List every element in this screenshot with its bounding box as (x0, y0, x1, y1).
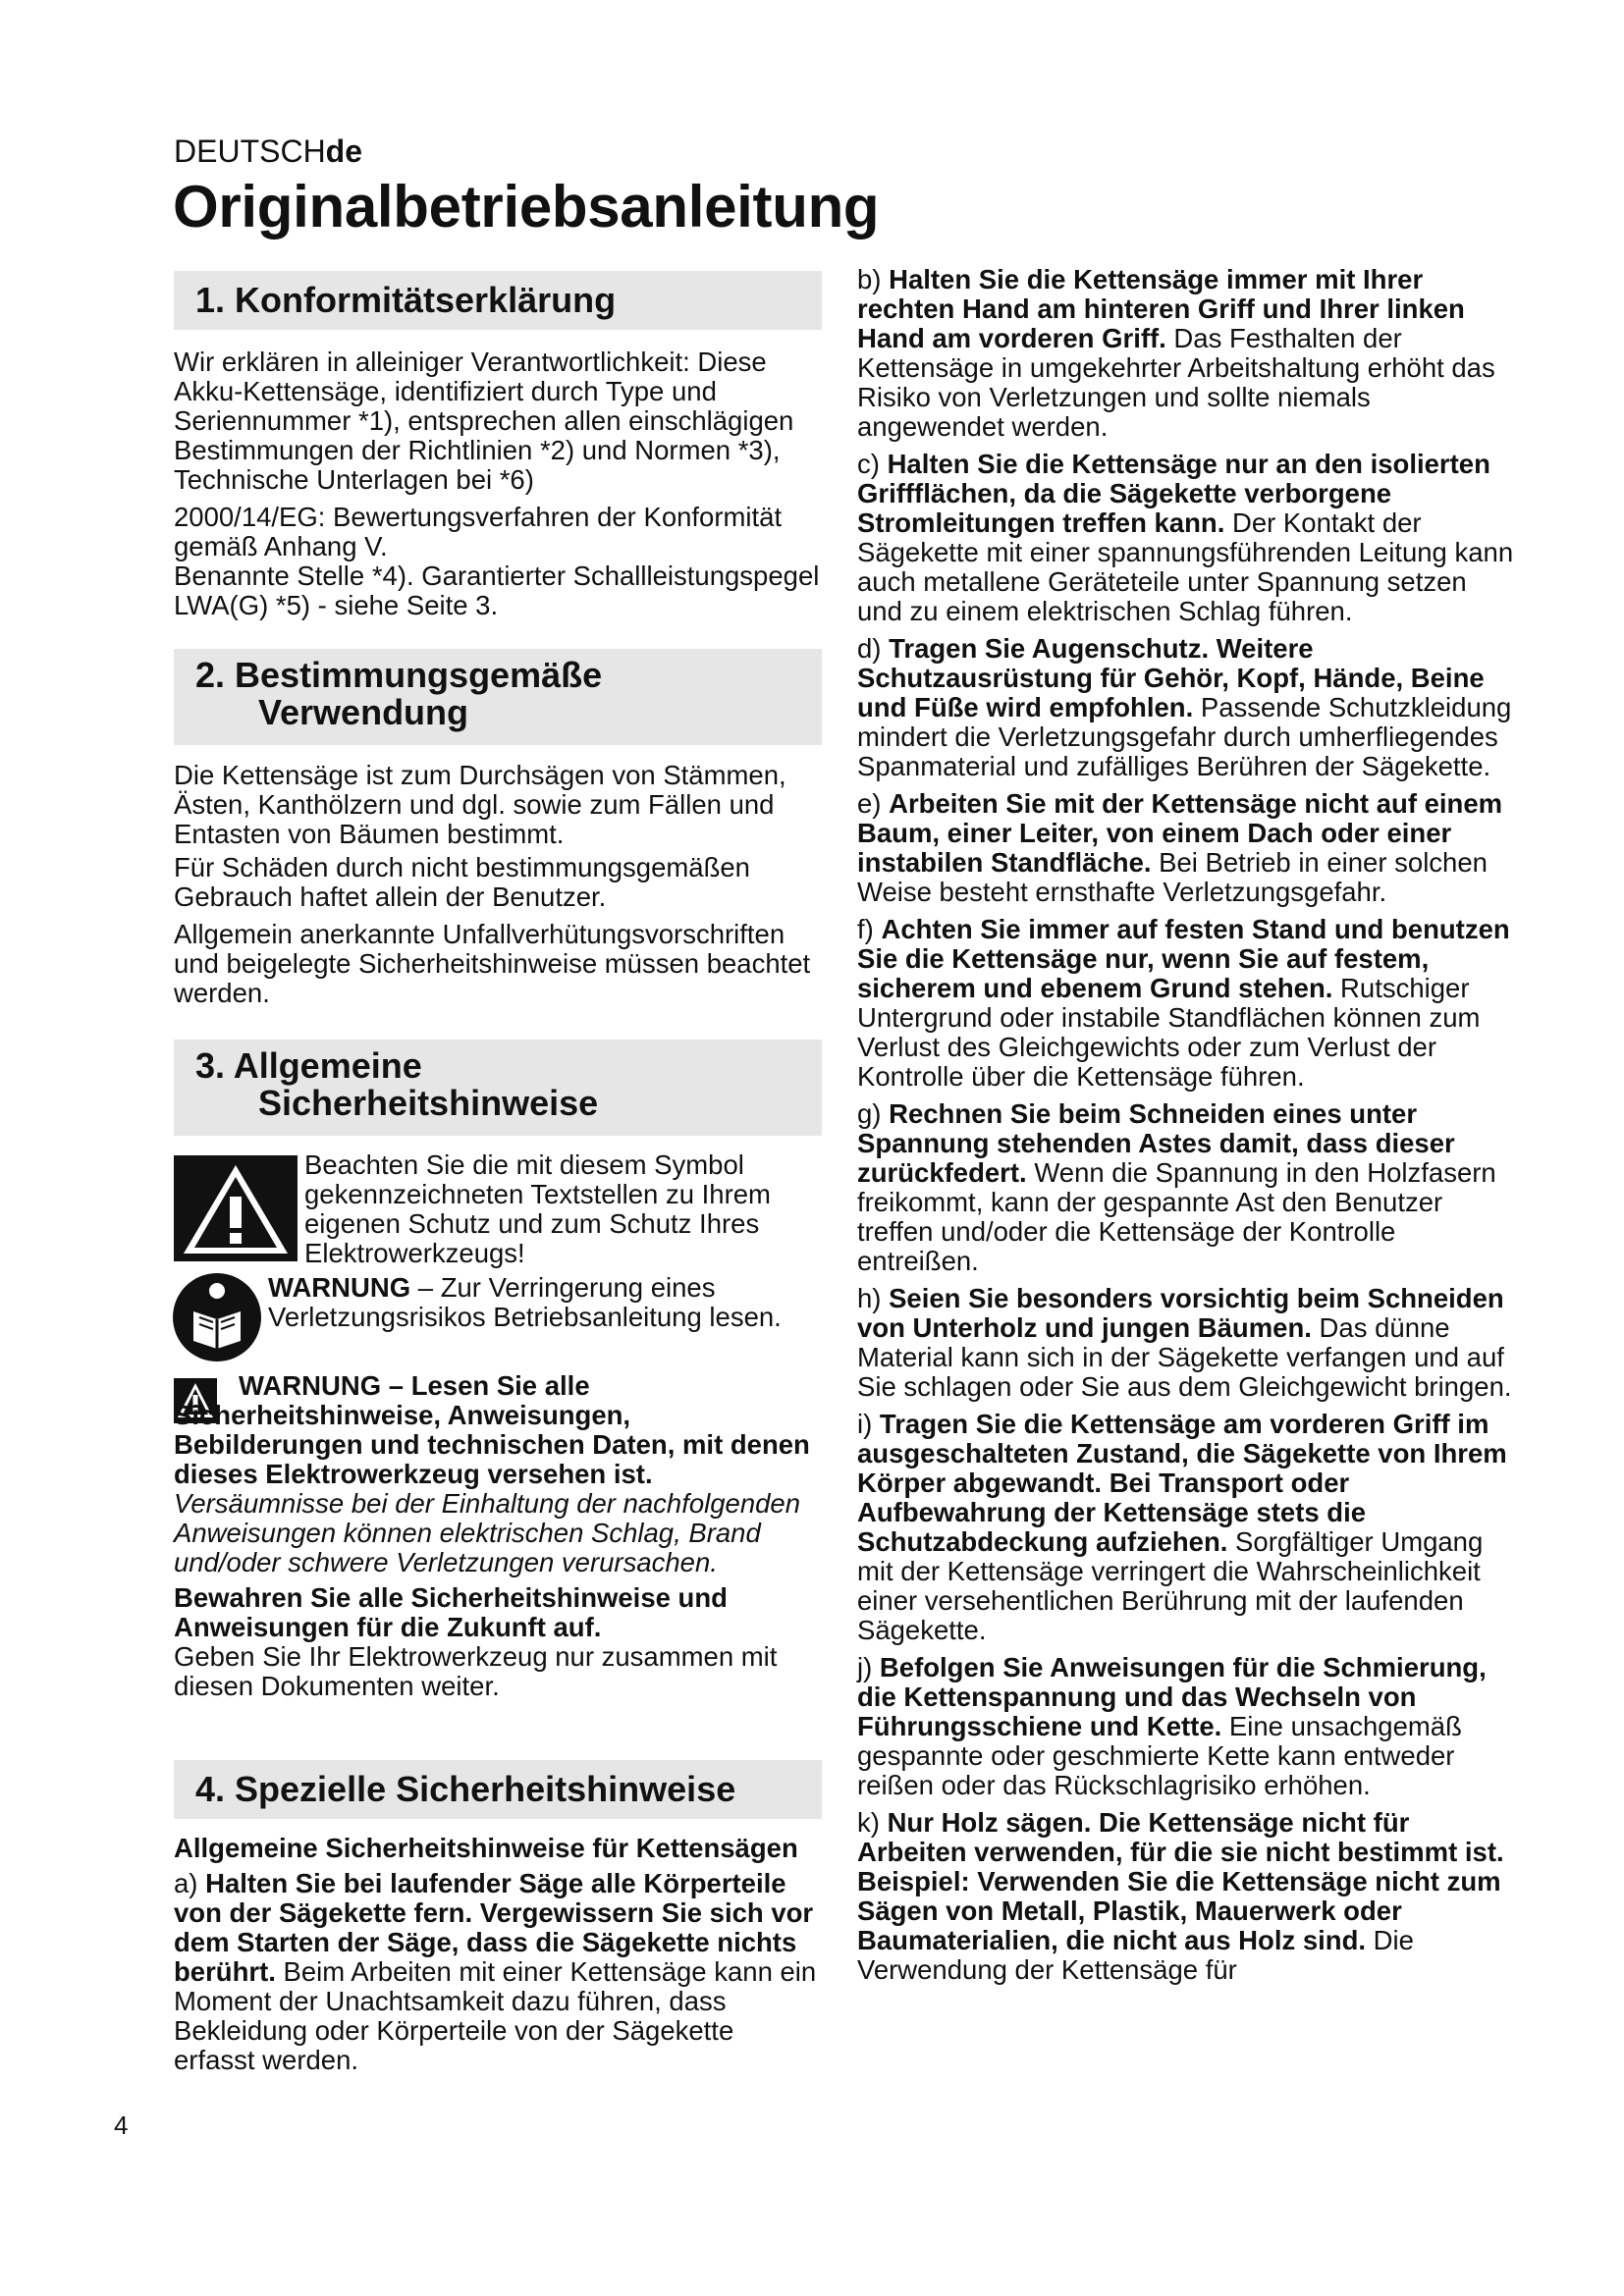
right-column (857, 265, 1515, 1985)
rule-b-label: b) (857, 264, 890, 294)
rule-a-bold: Halten Sie bei laufender Säge alle Körperteile von der Sägekette fern. Vergewissern Sie sich vor dem Starten der Säge, dass die Sägekette nichts berührt. (174, 1868, 814, 1987)
warning-read-manual-text: – Zur Verringerung eines Verletzungsrisikos Betriebsanleitung lesen. (268, 1272, 782, 1332)
section-1-paragraph-3: Benannte Stelle *4). Garantierter Schallleistungspegel LWA(G) *5) - siehe Seite 3. (174, 561, 820, 620)
section-1-body (174, 347, 822, 620)
rule-d (857, 634, 1515, 781)
rule-i-label: i) (857, 1409, 880, 1439)
page-number: 4 (114, 2110, 129, 2140)
rule-d-label: d) (857, 633, 890, 664)
rule-c-bold: Halten Sie die Kettensäge nur an den isolierten Griffflächen, da die Sägekette verborgene Stromleitungen treffen kann. (857, 449, 1490, 538)
rule-j-label: j) (857, 1652, 880, 1682)
rule-f (857, 915, 1515, 1092)
rule-k-label: k) (857, 1807, 888, 1838)
rule-h-bold: Seien Sie besonders vorsichtig beim Schneiden von Unterholz und jungen Bäumen. (857, 1283, 1504, 1343)
rule-k (857, 1808, 1515, 1985)
general-warning-block (174, 1371, 822, 1701)
symbol-explanation (304, 1150, 815, 1268)
general-warning-bold: WARNUNG – Lesen Sie alle Sicherheitshinweise, Anweisungen, Bebilderungen und technischen Daten, mit denen dieses Elektrowerkzeug versehen ist. (174, 1370, 810, 1489)
section-2-title-line-2: Verwendung (258, 692, 469, 732)
section-4-title: 4. Spezielle Sicherheitshinweise (195, 1769, 736, 1809)
rule-i (857, 1410, 1515, 1645)
rule-f-label: f) (857, 914, 882, 944)
warning-triangle-icon (174, 1155, 298, 1261)
rule-f-text: Rutschiger Untergrund oder instabile Standflächen können zum Verlust des Gleichgewichts oder zum Verlust der Kontrolle über die Kettensäge führen. (857, 973, 1481, 1092)
rule-e (857, 789, 1515, 907)
section-2-heading (174, 649, 822, 745)
rule-c-text: Der Kontakt der Sägekette mit einer spannungsführenden Leitung kann auch metallene Geräteteile unter Spannung setzen und zu einem elektrischen Schlag führen. (857, 507, 1514, 626)
general-warning-italic: Versäumnisse bei der Einhaltung der nachfolgenden Anweisungen können elektrischen Schlag, Brand und/oder schwere Verletzungen verursachen. (174, 1488, 801, 1577)
rule-a-label: a) (174, 1868, 206, 1898)
section-4-subheading: Allgemeine Sicherheitshinweise für Kettensägen (174, 1833, 798, 1863)
section-4-body (174, 1834, 822, 2075)
rule-g-label: g) (857, 1098, 890, 1129)
rule-b (857, 265, 1515, 442)
rule-k-bold: Nur Holz sägen. Die Kettensäge nicht für Arbeiten verwenden, für die sie nicht bestimmt ist. Beispiel: Verwenden Sie die Kettensäge nicht zum Sägen von Metall, Plastik, Mauerwerk oder Baumaterialien, die nicht aus Holz sind. (857, 1807, 1504, 1955)
section-2-body (174, 761, 822, 1008)
rule-j-bold: Befolgen Sie Anweisungen für die Schmierung, die Kettenspannung und das Wechseln von Führungsschiene und Kette. (857, 1652, 1487, 1741)
rule-b-bold: Halten Sie die Kettensäge immer mit Ihrer rechten Hand am hinteren Griff und Ihrer linken Hand am vorderen Griff. (857, 264, 1465, 353)
rule-g (857, 1099, 1515, 1276)
rule-h-text: Das dünne Material kann sich in der Sägekette verfangen und auf Sie schlagen oder Sie aus dem Gleichgewicht bringen. (857, 1312, 1512, 1402)
section-2-paragraph-2: Für Schäden durch nicht bestimmungsgemäßen Gebrauch haftet allein der Benutzer. (174, 852, 750, 912)
rule-g-bold: Rechnen Sie beim Schneiden eines unter Spannung stehenden Astes damit, dass dieser zurückfedert. (857, 1098, 1455, 1188)
rule-j-text: Eine unsachgemäß gespannte oder geschmierte Kette kann entweder reißen oder das Rückschlagrisiko erhöhen. (857, 1711, 1462, 1800)
section-3-title-line-2: Sicherheitshinweise (258, 1083, 599, 1123)
rule-k-text: Die Verwendung der Kettensäge für (857, 1925, 1414, 1985)
rule-i-text: Sorgfältiger Umgang mit der Kettensäge verringert die Wahrscheinlichkeit einer versehentlichen Berührung mit der laufenden Sägekette. (857, 1526, 1484, 1645)
section-2-paragraph-1: Die Kettensäge ist zum Durchsägen von Stämmen, Ästen, Kanthölzern und dgl. sowie zum Fällen und Entasten von Bäumen bestimmt. (174, 760, 786, 849)
rule-e-bold: Arbeiten Sie mit der Kettensäge nicht auf einem Baum, einer Leiter, von einem Dach oder einer instabilen Standfläche. (857, 788, 1503, 878)
rule-e-label: e) (857, 788, 890, 819)
rule-f-bold: Achten Sie immer auf festen Stand und benutzen Sie die Kettensäge nur, wenn Sie auf festem, sicherem und ebenem Grund stehen. (857, 914, 1510, 1003)
rule-j (857, 1653, 1515, 1800)
section-3-heading (174, 1040, 822, 1136)
warning-read-manual (268, 1273, 823, 1332)
section-3-title-line-1: 3. Allgemeine (195, 1045, 422, 1086)
rule-c (857, 450, 1515, 626)
keep-instructions-bold: Bewahren Sie alle Sicherheitshinweise und Anweisungen für die Zukunft auf. (174, 1582, 728, 1642)
language-code: de (325, 133, 363, 169)
rule-h (857, 1284, 1515, 1402)
section-1-title: 1. Konformitätserklärung (195, 280, 617, 320)
rule-a-text: Beim Arbeiten mit einer Kettensäge kann ein Moment der Unachtsamkeit dazu führen, dass Bekleidung oder Körperteile von der Sägekette erfasst werden. (174, 1956, 817, 2075)
language-label (174, 133, 362, 169)
rule-i-bold: Tragen Sie die Kettensäge am vorderen Griff im ausgeschalteten Zustand, die Sägekette von Ihrem Körper abgewandt. Bei Transport oder Aufbewahrung der Kettensäge stets die Schutzabdeckung aufziehen. (857, 1409, 1507, 1557)
section-2-paragraph-3: Allgemein anerkannte Unfallverhütungsvorschriften und beigelegte Sicherheitshinweise müssen beachtet werden. (174, 919, 811, 1008)
rule-g-text: Wenn die Spannung in den Holzfasern freikommt, kann der gespannte Ast den Benutzer treffen und/oder die Kettensäge der Kontrolle entreißen. (857, 1157, 1496, 1276)
rule-c-label: c) (857, 449, 888, 479)
page-title: Originalbetriebsanleitung (173, 174, 880, 240)
rule-d-text: Passende Schutzkleidung mindert die Verletzungsgefahr durch umherfliegendes Spanmaterial und zufälliges Berühren der Sägekette. (857, 692, 1512, 781)
symbol-explanation-text: Beachten Sie die mit diesem Symbol gekennzeichneten Textstellen zu Ihrem eigenen Schutz und zum Schutz Ihres Elektrowerkzeugs! (304, 1149, 771, 1268)
language-name: DEUTSCH (174, 133, 326, 169)
section-4-heading (174, 1760, 822, 1819)
warning-label: WARNUNG (268, 1272, 411, 1303)
section-1-paragraph-1: Wir erklären in alleiniger Verantwortlichkeit: Diese Akku-Kettensäge, identifiziert durch Type und Seriennummer *1), entsprechen allen einschlägigen Bestimmungen der Richtlinien *2) und Normen *3), Technische Unterlagen bei *6) (174, 347, 794, 495)
rule-b-text: Das Festhalten der Kettensäge in umgekehrter Arbeitshaltung erhöht das Risiko von Verletzungen und sollte niemals angewendet werden. (857, 323, 1495, 442)
section-1-heading (174, 271, 822, 330)
rule-a (174, 1869, 822, 2075)
rule-d-bold: Tragen Sie Augenschutz. Weitere Schutzausrüstung für Gehör, Kopf, Hände, Beine und Füße wird empfohlen. (857, 633, 1485, 722)
rule-e-text: Bei Betrieb in einer solchen Weise besteht ernsthafte Verletzungsgefahr. (857, 847, 1488, 907)
rule-h-label: h) (857, 1283, 890, 1313)
section-2-title-line-1: 2. Bestimmungsgemäße (195, 655, 603, 695)
section-1-paragraph-2: 2000/14/EG: Bewertungsverfahren der Konformität gemäß Anhang V. (174, 502, 783, 561)
keep-instructions-text: Geben Sie Ihr Elektrowerkzeug nur zusammen mit diesen Dokumenten weiter. (174, 1641, 778, 1701)
read-manual-icon (172, 1272, 262, 1362)
